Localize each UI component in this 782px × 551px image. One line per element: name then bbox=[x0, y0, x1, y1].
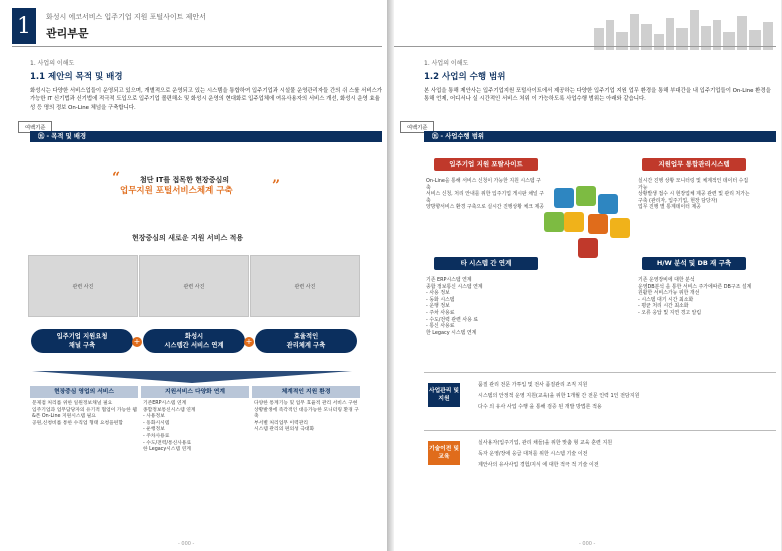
photo-placeholder: 관련 사진 bbox=[250, 255, 360, 317]
funnel-shape bbox=[32, 371, 352, 383]
scope-list: 실시간 진행 상황 모니터링 및 체계적인 데이터 수집 가능 상황발생 접수 시 현장업체 제공 관련 및 관리 처가는 구축 (관리자, 입주기업, 현장 담당자) 업무 진행 별 통계데이터 제공 bbox=[638, 178, 750, 211]
chapter-number: 1 bbox=[12, 8, 36, 44]
margin-tag: 여백기준 bbox=[18, 121, 52, 133]
scope-list: On-Line을 통해 서비스 신청이 가능한 지원 시스템 구축 서비스 신청, 처리 안내를 위한 입주기업 게시판 채널 구축 양방향서비스 환경 구축으로 실시간 진행상황 체크 제공 bbox=[426, 178, 544, 211]
breadcrumb: 1. 사업의 이해도 bbox=[424, 60, 469, 67]
page-number: - 000 - bbox=[178, 541, 195, 547]
scope-box-title: 입주기업 지원 포탈사이트 bbox=[434, 158, 538, 171]
page-number: - 000 - bbox=[579, 541, 596, 547]
scope-detail-list: 품질 관리 전문 가투입 및 전사 품질관리 조직 지원 시스템의 안정적 운영 지원(교육)을 위한 1개월 간 전문 인력 1인 전담지원 다수 의 유사 사업 수행 을 통해 검증 된 개발 방법론 적용 bbox=[478, 382, 640, 410]
city-skyline-icon bbox=[584, 6, 776, 50]
subsection-bar: ㊄ - 사업수행 범위 bbox=[424, 131, 776, 142]
section-title: 1.1 제안의 목적 및 배경 bbox=[30, 72, 123, 82]
scope-list: 기존 ERP시스템 연계 종합 정보통신 시스템 연계 - 사용 정보 - 동화 시스템 - 운행 정보 - 주차 사용료 - 수도/전력 관련 사용 료 - 통신 사용료 한 Legacy 시스템 연계 bbox=[426, 277, 483, 336]
scope-detail-list: 실사용자(입주기업, 관리 채들)을 위한 맞춤 형 교육 훈련 지원 독자 운영/장애 응급 대처를 위한 시스템 기술 이전 제안사의 유사사업 경험/지식 에 대한 적극 적 기술 이전 bbox=[478, 440, 613, 468]
scope-list: 기존 운영장비에 대한 분석 운영DB분석 을 통한 서비스 주가에따른 DB구조 설계 원활한 서비스가능 위한 개선 - 시스템 대기 시간 최소화 - 평균 처리 시간 최소화 - 오류 응답 및 지연 경고 알림 bbox=[638, 277, 752, 316]
left-page bbox=[0, 0, 387, 551]
column-list: 문제점 처리를 위한 일원정보채널 필요 입주기업과 업무담당자의 유기적 협업이 가능한 웹&폰 On-Line 지원시스템 필요 공원,신청비를 통한 수직업 형태 요청을편함 bbox=[32, 401, 137, 426]
column-header: 체계적인 지원 환경 bbox=[252, 386, 360, 398]
photo-placeholder: 관련 사진 bbox=[139, 255, 249, 317]
right-page bbox=[394, 0, 781, 551]
margin-tag: 여백기준 bbox=[400, 121, 434, 133]
divider bbox=[424, 372, 776, 373]
scope-box-title: 지원업무 통합관리시스템 bbox=[642, 158, 746, 171]
column-header: 지원서비스 다양화 연계 bbox=[141, 386, 249, 398]
goal-pill: 효율적인 관리체계 구축 bbox=[255, 329, 357, 353]
photo-placeholder: 관련 사진 bbox=[28, 255, 138, 317]
category-label: 사업관리 및 지원 bbox=[428, 383, 460, 407]
book-gutter bbox=[387, 0, 394, 551]
goal-pill: 화성시 시스템간 서비스 연계 bbox=[143, 329, 245, 353]
header-divider bbox=[394, 46, 776, 47]
section-title: 1.2 사업의 수행 범위 bbox=[424, 72, 506, 82]
scope-box-title: 타 시스템 간 연계 bbox=[434, 257, 538, 270]
header-subtitle: 화성시 에코서비스 입주기업 지원 포털사이트 제안서 bbox=[46, 13, 206, 21]
figure-subtitle: 현장중심의 새로운 지원 서비스 적용 bbox=[132, 234, 244, 242]
open-quote-icon: “ bbox=[112, 170, 121, 186]
quote-line-1: 첨단 IT를 접목한 현장중심의 bbox=[140, 176, 230, 184]
header-title: 관리부문 bbox=[46, 27, 89, 40]
column-list: 다양한 통계기능 및 업무 효율적 관리 서비스 구현 상황발생에 즉각적인 대응가능한 모니터링 환경 구축 부서별 처리업무 이력관리 시스템 관리의 편의성 극대화 bbox=[254, 401, 359, 433]
scope-box-title: H/W 분석 및 DB 재 구축 bbox=[642, 257, 746, 270]
goal-pill: 입주기업 지원요청 채널 구축 bbox=[31, 329, 133, 353]
category-label: 기술이전 및 교육 bbox=[428, 441, 460, 465]
divider bbox=[424, 430, 776, 431]
breadcrumb: 1. 사업의 이해도 bbox=[30, 60, 75, 67]
plus-icon: + bbox=[133, 337, 141, 346]
body-paragraph: 본 사업을 통해 제안사는 입주기업지원 포털사이트에서 제공하는 다양한 입주기업 지원 업무 환경을 통해 부대간을 내 입주기업들이 On-Line 환경을 통해 언제, 어디서나 실 시간적인 서비스 처위 이 가능하도록 사업수행 범위는 아래와 같습니다. bbox=[424, 88, 771, 103]
plus-icon: + bbox=[245, 337, 253, 346]
column-list: 기존ERP시스템 연계 종합정보통신시스템 연계 - 사용정보 - 동화시시템 - 운행정보 - 주차사용료 - 수도/전력/통신사용료 한 Legacy시스템 연계 bbox=[143, 401, 196, 453]
header-divider bbox=[12, 46, 382, 47]
close-quote-icon: ” bbox=[272, 178, 281, 194]
column-header: 현장중심 영업의 서비스 bbox=[30, 386, 138, 398]
quote-line-2: 업무지원 포털서비스체계 구축 bbox=[120, 186, 233, 196]
subsection-bar: ㊄ - 목적 및 배경 bbox=[30, 131, 382, 142]
body-paragraph: 화성시는 다양한 서비스업들이 운영되고 있으며, 개별적으로 운영되고 있는 시스템을 통합하여 입주기업과 시설물 운영관리자들 간의 쉬 스룰 서비스가 가능한 IT 신기법과 신기법에 적극적 도입으로 입주기업 볼편해소 및 화성시 운영의 현대화로 입주업체에 여유사용자의 서비스 개선, 화성시 운영 효율성 등 명의 정보 On-Line 체넘을 구축합니다. bbox=[30, 88, 382, 111]
